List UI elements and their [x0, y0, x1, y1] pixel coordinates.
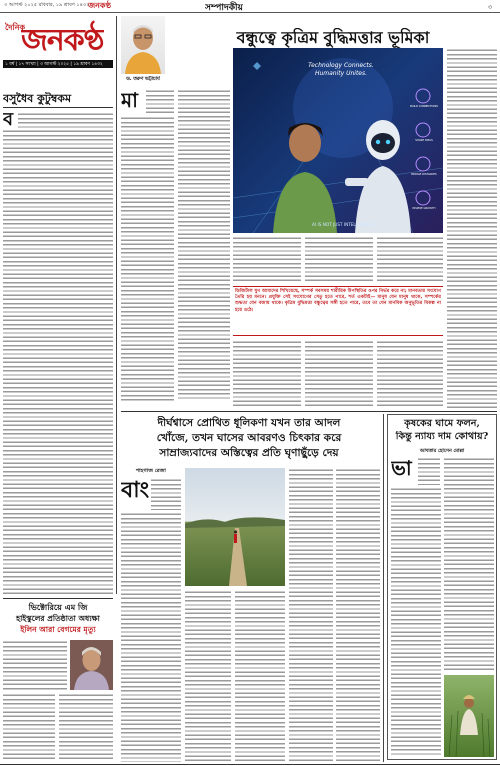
obituary-title-2: হাইস্কুলের প্রতিষ্ঠাতা অধ্যক্ষা — [16, 614, 100, 623]
bottom-rule — [0, 764, 500, 765]
lower-col3 — [235, 590, 285, 762]
page-number: ৩ — [488, 4, 492, 11]
obituary-body-col2 — [59, 693, 113, 762]
masthead — [3, 16, 113, 78]
top-date: ৩ আগস্ট ২০২৫ রবিবার, ১৯ শ্রাবণ ১৪৩২ — [4, 2, 90, 8]
lower-article-author: শাহগাজ রেজা — [136, 468, 166, 474]
top-bar — [0, 0, 500, 13]
image-label-4: INSPIRE GROWTH — [412, 207, 436, 210]
obituary-rule — [3, 598, 113, 599]
editorial-rule — [3, 107, 113, 108]
pull-quote — [233, 286, 443, 336]
obituary-title-1: ভিক্টোরিয়ে এম জি — [28, 602, 88, 612]
main-col7 — [305, 340, 373, 408]
column-divider-left — [116, 16, 117, 594]
editorial-body — [18, 112, 113, 128]
main-col6 — [233, 340, 301, 408]
image-label-3: BRIDGE DISTANCES — [411, 173, 437, 176]
lower-col1-top — [151, 478, 181, 510]
author-photo — [121, 16, 165, 74]
lower-col4 — [289, 468, 333, 762]
masthead-daily: দৈনিক — [5, 23, 26, 32]
masthead-logo: জনকণ্ঠ — [21, 23, 104, 58]
pull-quote-text: ডিজিটাল যুগ আমাদের শিখিয়েছে, সম্পর্ক সবসময় শারীরিক উপস্থিতির ওপর নির্ভর করে না; মানবতার সংযোগ তৈরি হয় মননে। প্রযুক্তি সেই সংযোগের সেতু হতে পারে, শর্ত একটাই— মানুষ যেন মানুষ থাকে, সম্পর্কের শুদ্ধতা যেন বজায় থাকে। কৃত্রিম বুদ্ধিমত্তা বন্ধুত্বের সঙ্গী হতে পারে, তবে তা যেন মানবিক অনুভূতির বিকল্প না হয়ে ওঠে। — [235, 289, 441, 313]
main-article-image — [233, 48, 443, 233]
main-article-title: বন্ধুত্বে কৃত্রিম বুদ্ধিমত্তার ভূমিকা — [236, 28, 430, 47]
farmer-col2 — [444, 457, 494, 672]
lower-col2 — [185, 590, 231, 762]
image-text-3: AI IS NOT JUST INTELLIGENCE — [312, 222, 374, 227]
farmer-article-box — [387, 414, 497, 760]
farmer-col1-top — [418, 457, 440, 485]
lower-article-title-1: দীর্ঘশ্বাসে প্রোথিত ধূলিকণা যখন তার আদল — [157, 417, 341, 429]
farmer-author: আখতার হোসেন মোল্লা — [419, 449, 465, 454]
image-label-1: BUILD CONNECTIONS — [410, 105, 438, 108]
obituary-body-top — [3, 640, 67, 690]
farmer-title-1: কৃষকের ঘামে ফলন, — [404, 418, 480, 429]
main-col1 — [121, 116, 174, 401]
author-name: ড. তরুণ ভট্টাচার্য — [126, 77, 160, 82]
image-text-1: Technology Connects. — [308, 62, 374, 69]
editorial-body-main — [3, 129, 113, 595]
obituary-body-col1 — [3, 693, 55, 762]
lower-col1 — [121, 512, 181, 762]
lower-col5 — [336, 468, 380, 762]
main-col2 — [178, 89, 230, 401]
lower-dropcap: বাং — [121, 478, 149, 502]
top-logo: জনকণ্ঠ — [88, 0, 112, 10]
image-label-2: SHARE IDEAS — [415, 139, 433, 142]
image-text-2: Humanity Unites. — [314, 70, 368, 77]
farmer-title-2: কিন্তু ন্যায্য দাম কোথায়? — [395, 431, 489, 442]
main-col1-top — [146, 89, 174, 115]
masthead-dateline-bar — [3, 60, 113, 68]
farmer-dropcap: ভা — [391, 457, 412, 479]
main-col-right — [447, 48, 497, 408]
column-divider-right — [383, 414, 384, 762]
divider-mid — [121, 411, 497, 412]
main-col5 — [377, 236, 443, 282]
lower-article-title-3: সাম্রাজ্যবাদের অস্তিত্বের প্রতি ঘৃণাছুঁড়ে দেয় — [159, 447, 339, 459]
farmer-col1 — [391, 487, 441, 757]
editorial-dropcap: ব — [3, 112, 14, 128]
section-title: সম্পাদকীয় — [205, 3, 243, 13]
main-col8 — [377, 340, 443, 408]
masthead-dateline: ১ বর্ষ | ১৭ সংখ্যা | ৩ আগস্ট ২০২৫ | ১৯ শ্রাবণ ১৪৩২ — [5, 62, 103, 67]
obituary-title-3: ইলিন আরা বেগমের মৃত্যু — [20, 625, 96, 634]
obituary-photo — [70, 640, 113, 690]
main-col3 — [233, 236, 301, 282]
lower-article-title-2: খোঁজে, তখন ঘাসের আবরণও চিৎকার করে — [156, 432, 342, 444]
editorial-title: বসুধৈব কুটুম্বকম — [3, 92, 72, 105]
lower-article-image — [185, 468, 285, 586]
main-col4 — [305, 236, 373, 282]
farmer-image — [444, 675, 494, 757]
main-dropcap: মা — [121, 89, 138, 111]
